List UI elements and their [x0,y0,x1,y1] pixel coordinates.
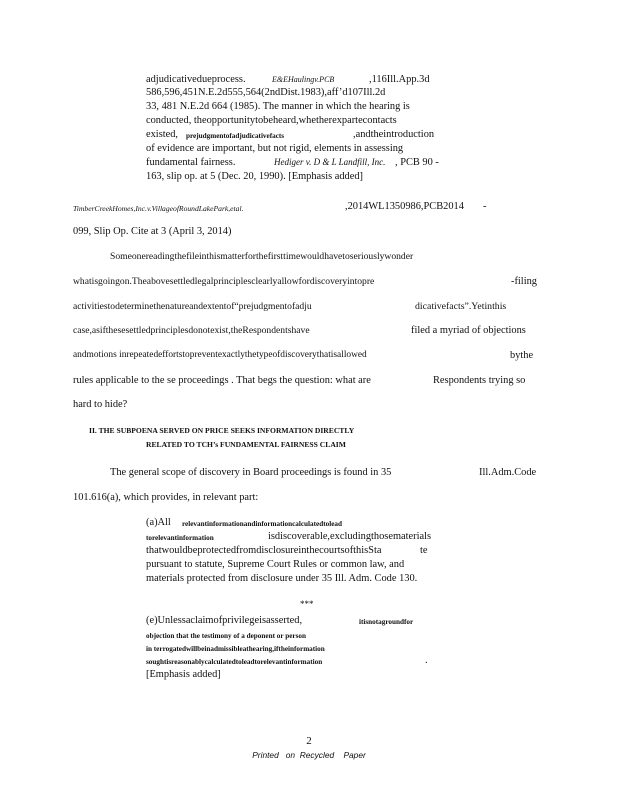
citation-line-1c: - [483,201,487,212]
quote1-line-1c: ,116Ill.App.3d [369,74,430,85]
quote1-line-2: 586,596,451N.E.2d555,564(2ndDist.1983),aff’d107Ill.2d [146,87,386,98]
para1-line-7: hard to hide? [73,399,128,410]
quote1-line-3: 33, 481 N.E.2d 664 (1985). The manner in which the hearing is [146,101,410,112]
ellipsis-stars: *** [300,599,314,609]
quote1-line-8: 163, slip op. at 5 (Dec. 20, 1990). [Emphasis added] [146,171,364,182]
quote1-line-7a: fundamental fairness. [146,157,236,168]
quote2-line-e4a: soughtisreasonablycalculatedtoleadtorelevantinformation [146,658,323,666]
quote2-line-1a: (a)All [146,517,171,528]
quote1-case-name: E&EHaulingv.PCB [272,75,335,84]
page-number: 2 [306,735,312,747]
quote2-line-4: pursuant to statute, Supreme Court Rules or common law, and [146,559,405,570]
recycled-paper-note: Printed on Recycled Paper [252,750,366,760]
para1-line-2a: whatisgoingon.Theabovesettledlegalprinciplesclearlyallowfordiscoveryintopre [73,276,375,287]
quote1-line-1a: adjudicativedueprocess. [146,74,246,85]
quote2-line-e1a: (e)Unlessaclaimofprivilegeisasserted, [146,615,303,626]
quote2-line-5: materials protected from disclosure under 35 Ill. Adm. Code 130. [146,573,418,584]
quote2-line-3a: thatwouldbeprotectedfromdisclosureinthecourtsofthisSta [146,545,382,556]
quote1-line-5a: existed, [146,129,179,140]
para2-line-1b: Ill.Adm.Code [479,467,537,478]
para1-line-6a: rules applicable to the se proceedings . That begs the question: what are [73,375,371,386]
para2-line-2: 101.616(a), which provides, in relevant part: [73,492,259,503]
para2-line-1a: The general scope of discovery in Board proceedings is found in 35 [110,467,392,478]
quote1-line-5b: prejudgmentofadjudicativefacts [186,132,285,140]
citation-case-name: TimberCreekHomes,Inc.v.VillageofRoundLakePark,etal. [73,204,244,213]
section-heading-line-1: II. THE SUBPOENA SERVED ON PRICE SEEKS INFORMATION DIRECTLY [89,426,355,435]
section-heading-line-2: RELATED TO TCH’s FUNDAMENTAL FAIRNESS CLAIM [146,440,346,449]
citation-line-1b: ,2014WL1350986,PCB2014 [345,201,464,212]
para1-line-5b: bythe [510,350,534,361]
quote2-line-2b: isdiscoverable,excludingthosematerials [268,531,432,542]
quote1-line-6: of evidence are important, but not rigid, elements in assessing [146,143,404,154]
para1-line-5a: andmotions inrepeatedeffortstopreventexactlythetypeofdiscoverythatisallowed [73,350,367,360]
para1-line-6b: Respondents trying so [433,375,526,386]
para1-line-1: Someonereadingthefileinthismatterforthefirsttimewouldhavetoseriouslywonder [110,251,414,262]
quote2-line-e3: in terrogatedwillbeinadmissibleathearing,iftheinformation [146,645,325,653]
quote2-line-2a: torelevantinformation [146,534,214,542]
quote1-line-4: conducted, theopportunitytobeheard,whetherexpartecontacts [146,115,397,126]
quote2-line-e2: objection that the testimony of a deponent or person [146,632,306,640]
quote2-line-e5: [Emphasis added] [146,669,221,680]
quote2-line-3b: te [420,545,428,556]
quote1-line-7b: Hediger v. D & L Landfill, Inc. [274,157,386,167]
para1-line-2b: -filing [511,276,537,287]
quote1-line-7c: , PCB 90 - [395,157,439,168]
citation-line-2: 099, Slip Op. Cite at 3 (April 3, 2014) [73,226,232,237]
quote2-line-e4b: . [425,655,428,666]
para1-line-3a: activitiestodeterminethenatureandextentof“prejudgmentofadju [73,301,312,312]
quote1-line-5c: ,andtheintroduction [353,129,435,140]
para1-line-4b: filed a myriad of objections [411,325,526,336]
para1-line-3b: dicativefacts”.Yetinthis [415,301,507,312]
quote2-line-1b: relevantinformationandinformationcalculatedtolead [182,520,342,528]
quote2-line-e1b: itisnotagroundfor [359,618,414,626]
para1-line-4a: case,asifthesesettledprinciplesdonotexist,theRespondentshave [73,325,310,336]
